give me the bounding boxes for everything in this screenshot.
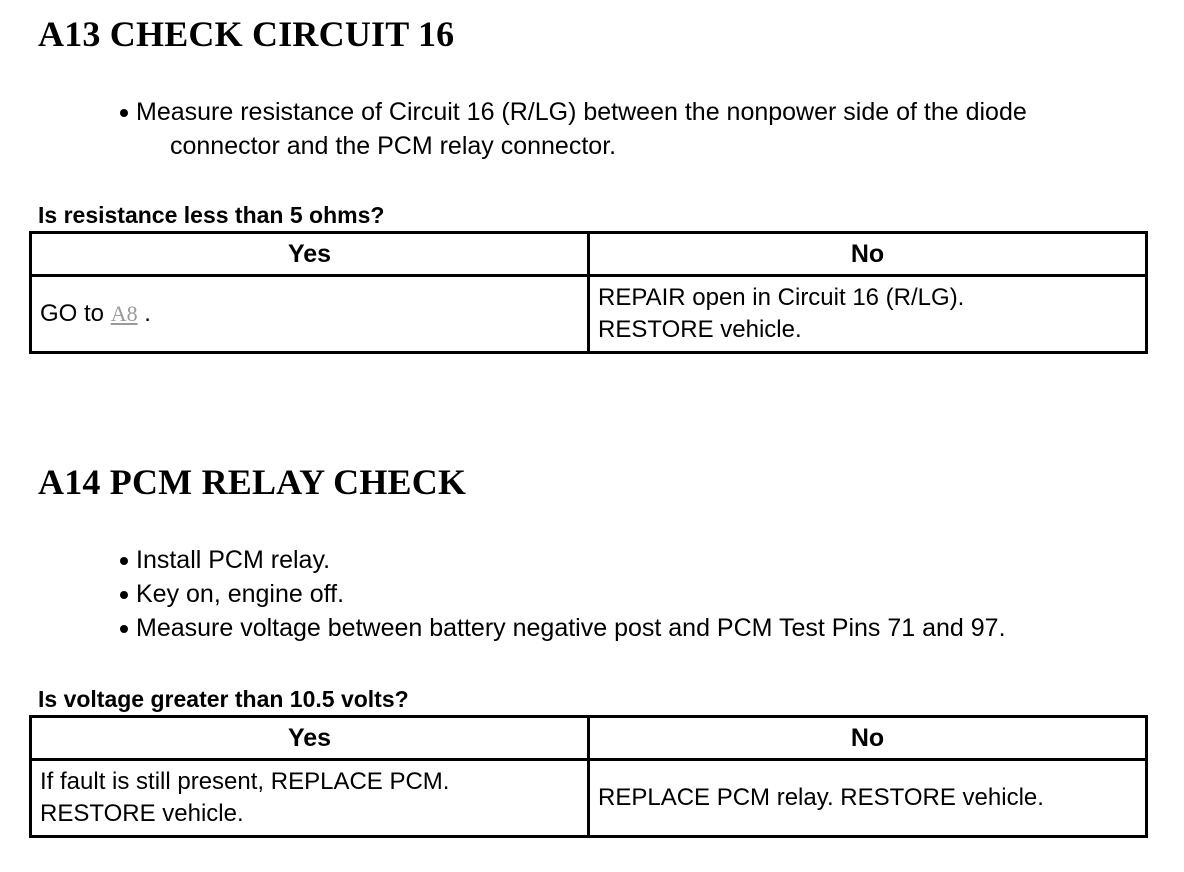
no-line-2: RESTORE vehicle. bbox=[598, 316, 802, 343]
goto-a8-link[interactable]: A8 bbox=[110, 301, 138, 326]
table-row bbox=[31, 760, 1147, 837]
bullet-dot-icon bbox=[120, 109, 128, 117]
yes-line-2: RESTORE vehicle. bbox=[40, 800, 244, 827]
list-item: Measure voltage between battery negative post and PCM Test Pins 71 and 97. bbox=[120, 611, 1160, 645]
section-a14-decision-table bbox=[29, 715, 1148, 838]
section-a13-title: A13 CHECK CIRCUIT 16 bbox=[38, 14, 455, 54]
yes-column-header: Yes bbox=[31, 233, 589, 276]
section-a13-steps bbox=[120, 95, 1140, 163]
table-row bbox=[31, 276, 1147, 353]
section-a13-decision-table bbox=[29, 231, 1148, 354]
bullet-dot-icon bbox=[120, 557, 128, 565]
section-a14-steps bbox=[120, 543, 1160, 645]
list-item: Install PCM relay. bbox=[120, 543, 1160, 577]
no-column-header: No bbox=[589, 233, 1147, 276]
list-item: Key on, engine off. bbox=[120, 577, 1160, 611]
no-cell bbox=[589, 276, 1147, 353]
yes-suffix-text: . bbox=[137, 300, 151, 327]
bullet-dot-icon bbox=[120, 625, 128, 633]
no-column-header: No bbox=[589, 717, 1147, 760]
list-item: Measure resistance of Circuit 16 (R/LG) between the nonpower side of the diode connector and the PCM relay connector. bbox=[120, 95, 1140, 163]
section-a14-title: A14 PCM RELAY CHECK bbox=[38, 462, 467, 502]
section-a14-question: Is voltage greater than 10.5 volts? bbox=[38, 686, 409, 712]
section-a13-question: Is resistance less than 5 ohms? bbox=[38, 202, 385, 228]
yes-cell bbox=[31, 276, 589, 353]
no-line-1: REPAIR open in Circuit 16 (R/LG). bbox=[598, 284, 965, 311]
yes-column-header: Yes bbox=[31, 717, 589, 760]
table-header-row bbox=[31, 717, 1147, 760]
bullet-dot-icon bbox=[120, 591, 128, 599]
yes-line-1: If fault is still present, REPLACE PCM. bbox=[40, 768, 450, 795]
yes-cell bbox=[31, 760, 589, 837]
no-cell: REPLACE PCM relay. RESTORE vehicle. bbox=[589, 760, 1147, 837]
yes-prefix-text: GO to bbox=[40, 300, 105, 327]
table-header-row bbox=[31, 233, 1147, 276]
